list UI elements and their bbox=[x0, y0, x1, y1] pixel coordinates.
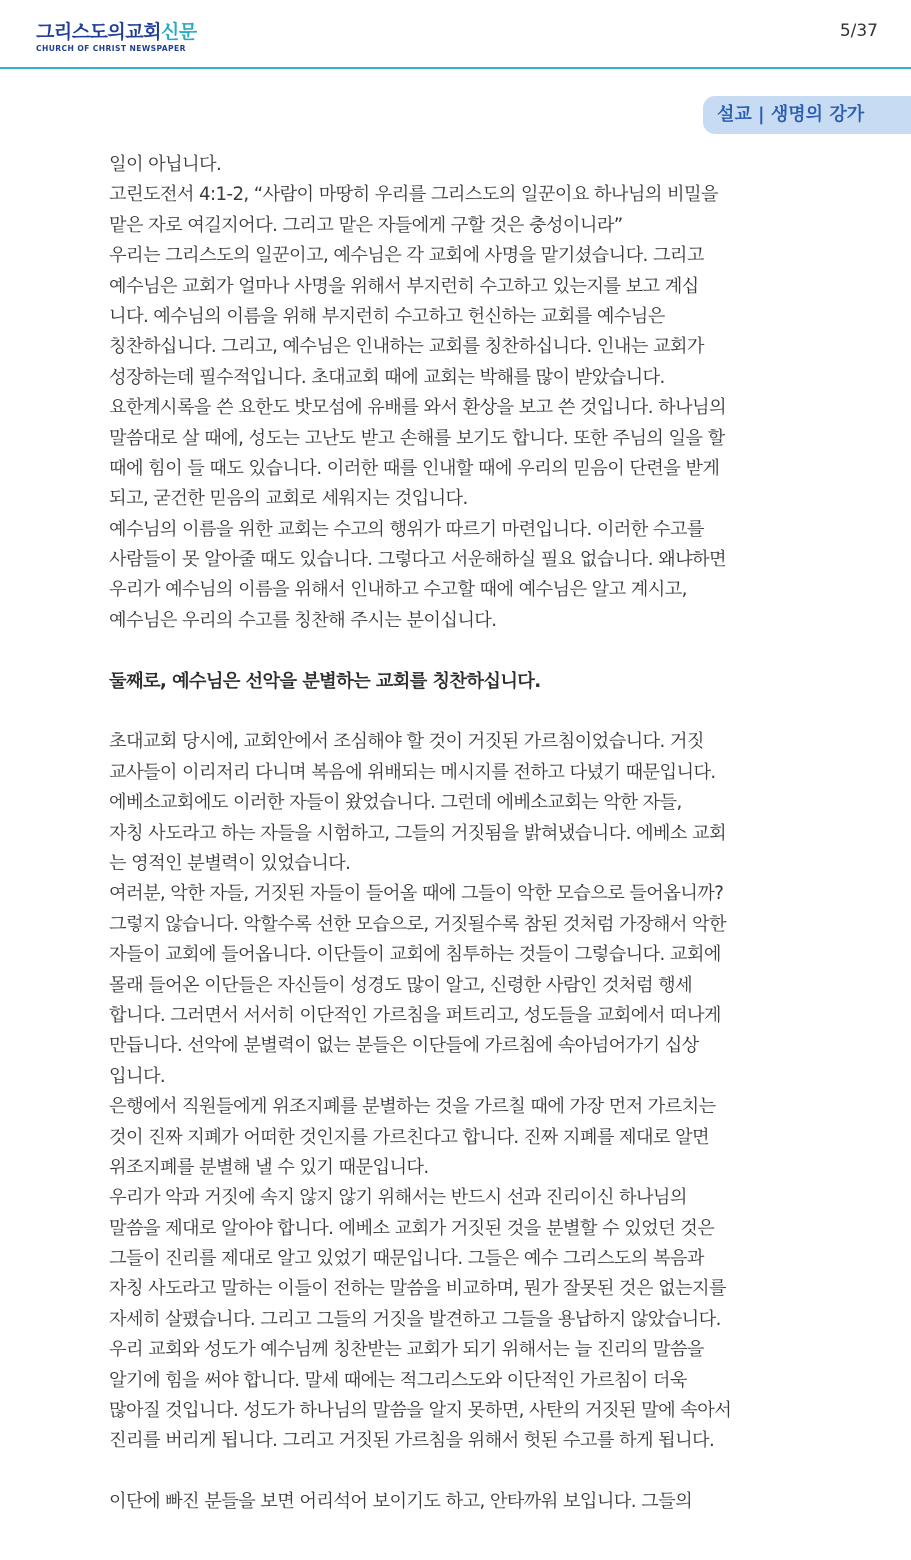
section-subheading: 둘째로, 예수님은 선악을 분별하는 교회를 칭찬하십니다. bbox=[109, 670, 541, 692]
body-line: 우리 교회와 성도가 예수님께 칭찬받는 교회가 되기 위해서는 늘 진리의 말씀을 bbox=[109, 1339, 704, 1361]
body-line: 초대교회 당시에, 교회안에서 조심해야 할 것이 거짓된 가르침이었습니다. 거짓 bbox=[109, 731, 704, 753]
body-line: 자칭 사도라고 말하는 이들이 전하는 말씀을 비교하며, 뭔가 잘못된 것은 없는지를 bbox=[109, 1278, 726, 1300]
body-line: 만듭니다. 선악에 분별력이 없는 분들은 이단들에 가르침에 속아넘어가기 십상 bbox=[109, 1035, 699, 1057]
body-line: 예수님은 교회가 얼마나 사명을 위해서 부지런히 수고하고 있는지를 보고 계십 bbox=[109, 275, 699, 297]
body-line: 이단에 빠진 분들을 보면 어리석어 보이기도 하고, 안타까워 보입니다. 그들의 bbox=[109, 1491, 693, 1513]
newspaper-logo[interactable] bbox=[36, 21, 197, 53]
body-line: 맡은 자로 여길지어다. 그리고 맡은 자들에게 구할 것은 충성이니라” bbox=[109, 214, 623, 236]
body-line: 예수님은 우리의 수고를 칭찬해 주시는 분이십니다. bbox=[109, 609, 497, 631]
logo-title bbox=[36, 21, 197, 43]
body-line: 말씀대로 살 때에, 성도는 고난도 받고 손해를 보기도 합니다. 또한 주님의 일을 할 bbox=[109, 427, 725, 449]
body-line: 일이 아닙니다. bbox=[109, 154, 222, 175]
body-line: 우리가 악과 거짓에 속지 않지 않기 위해서는 반드시 선과 진리이신 하나님의 bbox=[109, 1187, 687, 1209]
page-number: 5/37 bbox=[839, 21, 878, 41]
logo-subtitle: CHURCH OF CHRIST NEWSPAPER bbox=[36, 44, 186, 53]
body-line: 합니다. 그러면서 서서히 이단적인 가르침을 퍼트리고, 성도들을 교회에서 떠나게 bbox=[109, 1004, 721, 1026]
body-line: 그렇지 않습니다. 악할수록 선한 모습으로, 거짓될수록 참된 것처럼 가장해서 악한 bbox=[109, 913, 726, 935]
body-line: 성장하는데 필수적입니다. 초대교회 때에 교회는 박해를 많이 받았습니다. bbox=[109, 366, 665, 388]
body-line: 에베소교회에도 이러한 자들이 왔었습니다. 그런데 에베소교회는 악한 자들, bbox=[109, 792, 682, 814]
body-line: 입니다. bbox=[109, 1065, 166, 1087]
body-line: 위조지폐를 분별해 낼 수 있기 때문입니다. bbox=[109, 1156, 429, 1178]
body-line: 는 영적인 분별력이 있었습니다. bbox=[109, 852, 351, 874]
body-line: 많아질 것입니다. 성도가 하나님의 말씀을 알지 못하면, 사탄의 거짓된 말에 속아서 bbox=[109, 1400, 732, 1422]
article-body bbox=[109, 150, 809, 1518]
body-line: 자들이 교회에 들어옵니다. 이단들이 교회에 침투하는 것들이 그렇습니다. 교회에 bbox=[109, 944, 721, 966]
page-header bbox=[0, 0, 911, 69]
logo-title-main: 그리스도의교회 bbox=[36, 21, 161, 43]
body-line: 알기에 힘을 써야 합니다. 말세 때에는 적그리스도와 이단적인 가르침이 더욱 bbox=[109, 1369, 687, 1391]
paragraph-spacer bbox=[109, 1457, 809, 1487]
body-line: 되고, 굳건한 믿음의 교회로 세워지는 것입니다. bbox=[109, 488, 468, 510]
body-line: 예수님의 이름을 위한 교회는 수고의 행위가 따르기 마련입니다. 이러한 수고를 bbox=[109, 518, 704, 540]
body-line: 교사들이 이리저리 다니며 복음에 위배되는 메시지를 전하고 다녔기 때문입니다. bbox=[109, 761, 716, 783]
body-line: 때에 힘이 들 때도 있습니다. 이러한 때를 인내할 때에 우리의 믿음이 단련을 받게 bbox=[109, 457, 720, 479]
body-line: 우리가 예수님의 이름을 위해서 인내하고 수고할 때에 예수님은 알고 계시고, bbox=[109, 579, 687, 601]
body-line: 칭찬하십니다. 그리고, 예수님은 인내하는 교회를 칭찬하십니다. 인내는 교회가 bbox=[109, 336, 704, 358]
body-line: 자세히 살폈습니다. 그리고 그들의 거짓을 발견하고 그들을 용납하지 않았습니다. bbox=[109, 1308, 721, 1330]
body-line: 자칭 사도라고 하는 자들을 시험하고, 그들의 거짓됨을 밝혀냈습니다. 에베소 교회 bbox=[109, 822, 726, 844]
body-line: 그들이 진리를 제대로 알고 있었기 때문입니다. 그들은 예수 그리스도의 복음과 bbox=[109, 1248, 704, 1270]
body-line: 것이 진짜 지폐가 어떠한 것인지를 가르친다고 합니다. 진짜 지폐를 제대로 알면 bbox=[109, 1126, 710, 1148]
body-line: 우리는 그리스도의 일꾼이고, 예수님은 각 교회에 사명을 맡기셨습니다. 그리고 bbox=[109, 245, 704, 267]
body-line: 말씀을 제대로 알아야 합니다. 에베소 교회가 거짓된 것을 분별할 수 있었던 것은 bbox=[109, 1217, 715, 1239]
paragraph-spacer bbox=[109, 697, 809, 727]
body-line: 사람들이 못 알아줄 때도 있습니다. 그렇다고 서운해하실 필요 없습니다. 왜냐하면 bbox=[109, 549, 726, 571]
body-line: 요한계시록을 쓴 요한도 밧모섬에 유배를 와서 환상을 보고 쓴 것입니다. 하나님의 bbox=[109, 397, 726, 419]
body-line: 은행에서 직원들에게 위조지폐를 분별하는 것을 가르칠 때에 가장 먼저 가르치는 bbox=[109, 1096, 716, 1118]
paragraph-spacer bbox=[109, 636, 809, 666]
body-line: 니다. 예수님의 이름을 위해 부지런히 수고하고 헌신하는 교회를 예수님은 bbox=[109, 305, 665, 327]
body-line: 진리를 버리게 됩니다. 그리고 거짓된 가르침을 위해서 헛된 수고를 하게 됩니다. bbox=[109, 1430, 715, 1452]
logo-title-accent: 신문 bbox=[160, 21, 197, 43]
body-line: 여러분, 악한 자들, 거짓된 자들이 들어올 때에 그들이 악한 모습으로 들어옵니까? bbox=[109, 883, 724, 905]
body-line: 몰래 들어온 이단들은 자신들이 성경도 많이 알고, 신령한 사람인 것처럼 행세 bbox=[109, 974, 693, 996]
body-line: 고린도전서 4:1-2, “사람이 마땅히 우리를 그리스도의 일꾼이요 하나님의 비밀을 bbox=[109, 184, 718, 206]
section-label: 설교 | 생명의 강가 bbox=[703, 96, 911, 134]
